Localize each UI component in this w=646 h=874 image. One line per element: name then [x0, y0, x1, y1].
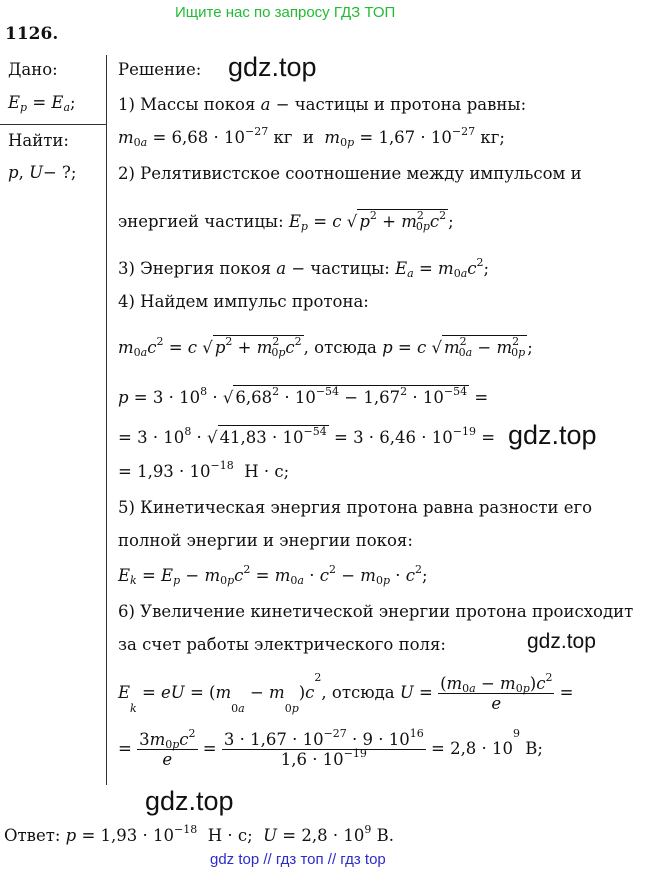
step5-formula: $E_k = E_p - m_{0p}c^2 = m_{0a} \cdot c^2 - m_{0p} \cdot c^2$;	[118, 563, 428, 587]
step3-text: 3) Энергия покоя a − частицы: $E_a = m_{0a}c^2$;	[118, 256, 490, 280]
step5-text: 5) Кинетическая энергия протона равна разности его	[118, 498, 593, 517]
step4-text: 4) Найдем импульс протона:	[118, 292, 369, 311]
step1-formula: $m_{0a} = 6,68 \cdot 10^{-27}$ кг и $m_{0p} = 1,67 \cdot 10^{-27}$ кг;	[118, 125, 505, 149]
problem-number: 1126.	[5, 24, 59, 44]
step5-text-cont: полной энергии и энергии покоя:	[118, 531, 413, 550]
find-label: Найти:	[8, 131, 69, 150]
solution-title: Решение:	[118, 60, 202, 79]
calc-line-2: = $3 \cdot 10^8$ · √ $41,83 \cdot 10^{-54} = 3 \cdot 6,46 \cdot 10^{-19}$ =	[118, 425, 496, 447]
step2-formula: энергией частицы: $E_p = c$ √ $p^2 + m^2_{0p}c^2$ ;	[118, 209, 454, 233]
calc-line-1: $p = 3 \cdot 10^8$ · √ $6,68^2 \cdot 10^{-54} - 1,67^2 \cdot 10^{-54}$ =	[118, 385, 489, 407]
answer: Ответ: $p = 1,93 \cdot 10^{-18}$ Н · с; $U = 2,8 \cdot 10^9$ В.	[4, 823, 394, 845]
given-condition: $E_p = E_a$;	[8, 93, 76, 114]
step6-calc: = $\frac{3m_{0p}c^2}{e}$ = $\frac{3 \cdot 1,67 \cdot 10^{-27} \cdot 9 \cdot 10^{16}}{1,6 \cdot 10^{-19}}$ = $2,8 \cdot 10^9$ В;	[118, 727, 543, 769]
given-label: Дано:	[8, 60, 58, 79]
watermark: gdz.top	[527, 630, 596, 653]
step6-text: 6) Увеличение кинетической энергии протона происходит	[118, 602, 634, 621]
watermark: gdz.top	[145, 786, 234, 816]
step6-formula: $E_k$ = eU = $(m_{0a} - m_{0p})c^2$, отсюда U = $\frac{(m_{0a} - m_{0p})c^2}{e}$ =	[118, 671, 574, 715]
watermark: gdz.top	[508, 420, 597, 450]
vertical-divider	[106, 55, 107, 785]
watermark: gdz.top	[228, 52, 317, 82]
find-unknowns: p, U− ?;	[8, 163, 77, 182]
step1-text: 1) Массы покоя a − частицы и протона равны:	[118, 95, 527, 114]
step4-formula: $m_{0a}c^2 = c$ √ $p^2 + m^2_{0p}c^2$ , отсюда p = c √ $m^2_{0a} - m^2_{0p}$ ;	[118, 335, 533, 359]
footer-links: gdz top // гдз топ // гдз top	[210, 851, 386, 868]
calc-line-3: = $1,93 \cdot 10^{-18}$ Н · с;	[118, 459, 290, 481]
step2-text: 2) Релятивистское соотношение между импульсом и	[118, 164, 582, 183]
horizontal-divider	[0, 124, 106, 125]
step6-text-cont: за счет работы электрического поля:	[118, 635, 446, 654]
search-banner: Ищите нас по запросу ГДЗ ТОП	[175, 4, 396, 21]
